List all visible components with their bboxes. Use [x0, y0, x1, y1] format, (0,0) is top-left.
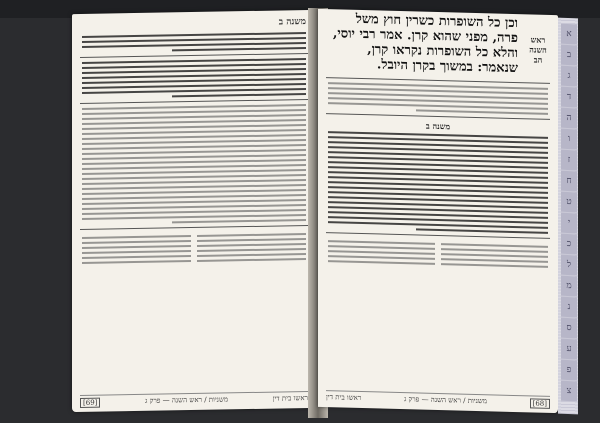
- left-footer-center: משניות / ראש השנה — פרק ג: [145, 395, 229, 405]
- left-page-footer: [80, 391, 308, 408]
- edge-tab: ד: [561, 87, 577, 108]
- edge-tab: ט: [561, 192, 577, 213]
- left-divider-2: [80, 99, 308, 104]
- right-page-main-text: וכן כל השופרות כשרין חוץ משל פרה, מפני שהוא קרן. אמר רבי יוסי, והלא כל השופרות נקראו קרן, שנאמר: במשוך בקרן היובל.: [332, 11, 518, 77]
- right-page-side-label: [524, 34, 552, 65]
- edge-tab: נ: [561, 297, 577, 318]
- open-book: [72, 8, 580, 420]
- left-page-top-text: [72, 32, 316, 53]
- right-page-number: [68]: [530, 398, 550, 409]
- side-label-text: ראש השנה: [529, 34, 547, 55]
- edge-tab: ל: [561, 255, 577, 276]
- left-divider-1: [80, 53, 308, 58]
- left-footer-title: ראשו בית דין: [272, 394, 308, 403]
- left-page: [72, 10, 316, 412]
- edge-tab: כ: [561, 234, 577, 255]
- edge-tab: א: [561, 24, 577, 45]
- side-label-sub: הב: [533, 54, 543, 65]
- edge-tab: פ: [561, 360, 577, 381]
- edge-tab: ו: [561, 129, 577, 150]
- edge-tab: ג: [561, 66, 577, 87]
- right-page-footnotes: [318, 237, 558, 271]
- right-mishna-title: משנה ב: [425, 120, 451, 132]
- edge-tab: ח: [561, 171, 577, 192]
- edge-tab: מ: [561, 276, 577, 297]
- page-edge-thumb-index: [558, 18, 578, 415]
- right-page-footer: [326, 390, 550, 409]
- left-page-number: [69]: [80, 398, 100, 408]
- edge-tab: ב: [561, 45, 577, 66]
- right-footer-title: ראשו בית דין: [326, 393, 362, 402]
- right-page-mishna-body: [318, 131, 558, 234]
- edge-tab: ה: [561, 108, 577, 129]
- left-page-header-title: משנה ב: [278, 17, 306, 28]
- edge-tab: ע: [561, 339, 577, 360]
- left-divider-3: [80, 225, 308, 230]
- left-page-mishna-body: [72, 58, 316, 99]
- left-page-footnotes: [72, 230, 316, 267]
- right-footer-center: משניות / ראש השנה — פרק ג: [403, 395, 487, 406]
- edge-tab: ז: [561, 150, 577, 171]
- edge-tab: ס: [561, 318, 577, 339]
- edge-tab: י: [561, 213, 577, 234]
- right-page-top-commentary: [318, 82, 558, 115]
- left-page-header: [72, 10, 316, 33]
- left-page-commentary: [72, 104, 316, 225]
- right-page: [318, 9, 558, 413]
- edge-tab: צ: [561, 381, 577, 402]
